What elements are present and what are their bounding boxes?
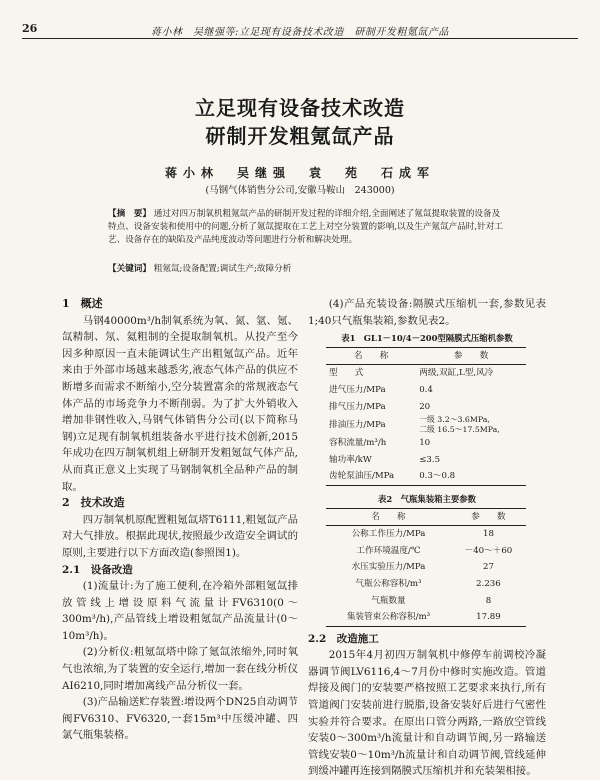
section-2-2-heading: 2.2 改造施工 [308,632,379,645]
authors: 蒋小林 吴继强 袁 苑 石成军 [164,166,435,180]
table-cell: 轴功率/kW [329,454,372,465]
abstract [108,208,508,247]
abstract-text: 通过对四万制氧机粗氪氙产品的研制开发过程的详细介绍,全面阐述了氪氙提取装置的设备及特点、设备安装和使用中的问题,分析了氪氙提取在工艺上对空分装置的影响,以及生产氪氙产品时,针对工艺、设备存在的缺陷及产品纯度波动等问题进行分析和解决处理。 [108,209,503,245]
item-analyzer: (2)分析仪:粗氪氙塔中除了氪氙浓缩外,同时氧气也浓缩,为了装置的安全运行,增加一套在线分析仪AI6210,同时增加离线产品分析仪一套。 [62,646,298,692]
table-cell: 容积流量/m³/h [329,438,387,449]
table-1-caption: 表1 GL1－10/4－200型隔膜式压缩机参数 [341,333,513,344]
section-2-paragraph: 四万制氧机原配置粗氪氙塔T6111,粗氪氙产品对大气排放。根据此现状,按照最少改造安全调试的原则,主要进行以下方面改造(参照图1)。 [62,513,298,559]
section-2-heading: 2 技术改造 [62,496,125,510]
running-title: 蒋小林 吴继强等:立足现有设备技术改造 研制开发粗氪氙产品 [151,27,449,38]
keywords-label: 【关键词】 [108,264,151,274]
table-cell: 10 [419,438,431,449]
item-storage: (3)产品输送贮存装置:增设两个DN25自动调节阀FV6310、FV6320,一套15m³中压缓冲罐、四氯气瓶集装格。 [62,696,298,742]
table-cell: 水压实验压力/MPa [351,562,426,573]
table-1 [326,347,526,486]
item-filling-equipment: (4)产品充装设备:隔膜式压缩机一套,参数见表1;40只气瓶集装箱,参数见表2。 [308,298,546,327]
table-cell: 排油压力/MPa [329,419,386,430]
left-column [62,296,298,744]
table-cell: 0.4 [419,384,433,395]
table-1-header-value: 参 数 [453,350,489,361]
affiliation: (马钢气体销售分公司,安徽马鞍山 243000) [205,185,395,196]
table-cell: 集装管束公称容积/m³ [346,612,431,623]
section-1-heading: 1 概述 [62,297,103,310]
table-2 [326,508,526,627]
table-cell: 排气压力/MPa [329,401,386,412]
table-cell: 公称工作压力/MPa [351,529,426,540]
table-cell: 齿轮泵油压/MPa [329,471,395,482]
table-cell: 气瓶数量 [371,595,406,606]
table-cell: 两级,双缸,L型,风冷 [419,368,494,379]
abstract-label: 【摘 要】 [108,209,151,219]
table-cell: 0.3～0.8 [419,471,456,482]
table-2-header-name: 名 称 [371,511,406,522]
section-2-2-paragraph: 2015年4月初四万制氧机中修停车前调校冷凝器调节阀LV6116,4～7月份中修时实施改造。管道焊接及阀门的安装要严格按照工艺要求来执行,所有管道阀门安装前进行脱脂,设备安装好后进行气密性实验并符合要求。在原出口管分两路,一路放空管线安装0～300m³/h流量计和自动调节阀,另一路输送管线安装0～10m³/h流量计和自动调节阀,管线延伸到缓冲罐再连接到隔膜式压缩机并和充装架相接。 [308,649,546,778]
table-cell: 一级 3.2～3.6MPa, 二级 16.5～17.5MPa, [419,415,500,435]
table-cell: 27 [482,562,494,573]
table-cell: 20 [419,401,431,412]
article-title-line2: 研制开发粗氪氙产品 [205,124,395,148]
section-2-1-heading: 2.1 设备改造 [62,563,133,576]
table-cell: 18 [482,529,494,540]
article-title-line1: 立足现有设备技术改造 [195,96,405,120]
table-cell: ≤3.5 [419,454,441,465]
right-column [308,296,546,780]
running-header [22,20,578,39]
table-cell: 型 式 [329,368,364,379]
table-cell: 工作环境温度/℃ [356,545,421,556]
table-cell: 进气压力/MPa [329,384,386,395]
keywords [108,263,508,276]
section-1-paragraph: 马钢40000m³/h制氧系统为氧、氮、氩、氪、氙精制、氖、氦粗制的全提取制氧机。从投产至今因多种原因一直未能调试生产出粗氪氙产品。近年来由于外部市场越来越悉劣,液态气体产品的供应不断增多而需求不断缩小,空分装置富余的常规液态气体产品的市场竞争力不断削弱。为了扩大外销收入增加非钢性收入,马钢气体销售分公司(以下简称马钢)立足现有制氧机组装备水平进行技术创新,2015年成功在四万制氧机组上研制开发粗氪氙气体产品,从而真正意义上实现了马钢制氧机全品种产品的制取。 [62,314,298,493]
table-cell: 8 [485,595,492,606]
table-1-header-name: 名 称 [353,350,389,361]
keywords-text: 粗氪氙;设备配置;调试生产;故障分析 [153,264,292,274]
item-flowmeter: (1)流量计:为了施工便利,在冷箱外部粗氪氙排放管线上增设原料气流量计FV6310(0～300m³/h),产品管线上增设粗氪氙产品流量计(0～10m³/h)。 [62,580,298,642]
table-cell: －40～＋60 [464,545,513,556]
table-cell: 气瓶公称容积/m³ [355,578,422,589]
table-cell: 17.89 [476,612,501,623]
table-2-header-value: 参 数 [471,511,506,522]
page-number: 26 [22,22,38,35]
table-2-caption: 表2 气瓶集装箱主要参数 [378,493,476,504]
table-cell: 2.236 [476,578,501,589]
